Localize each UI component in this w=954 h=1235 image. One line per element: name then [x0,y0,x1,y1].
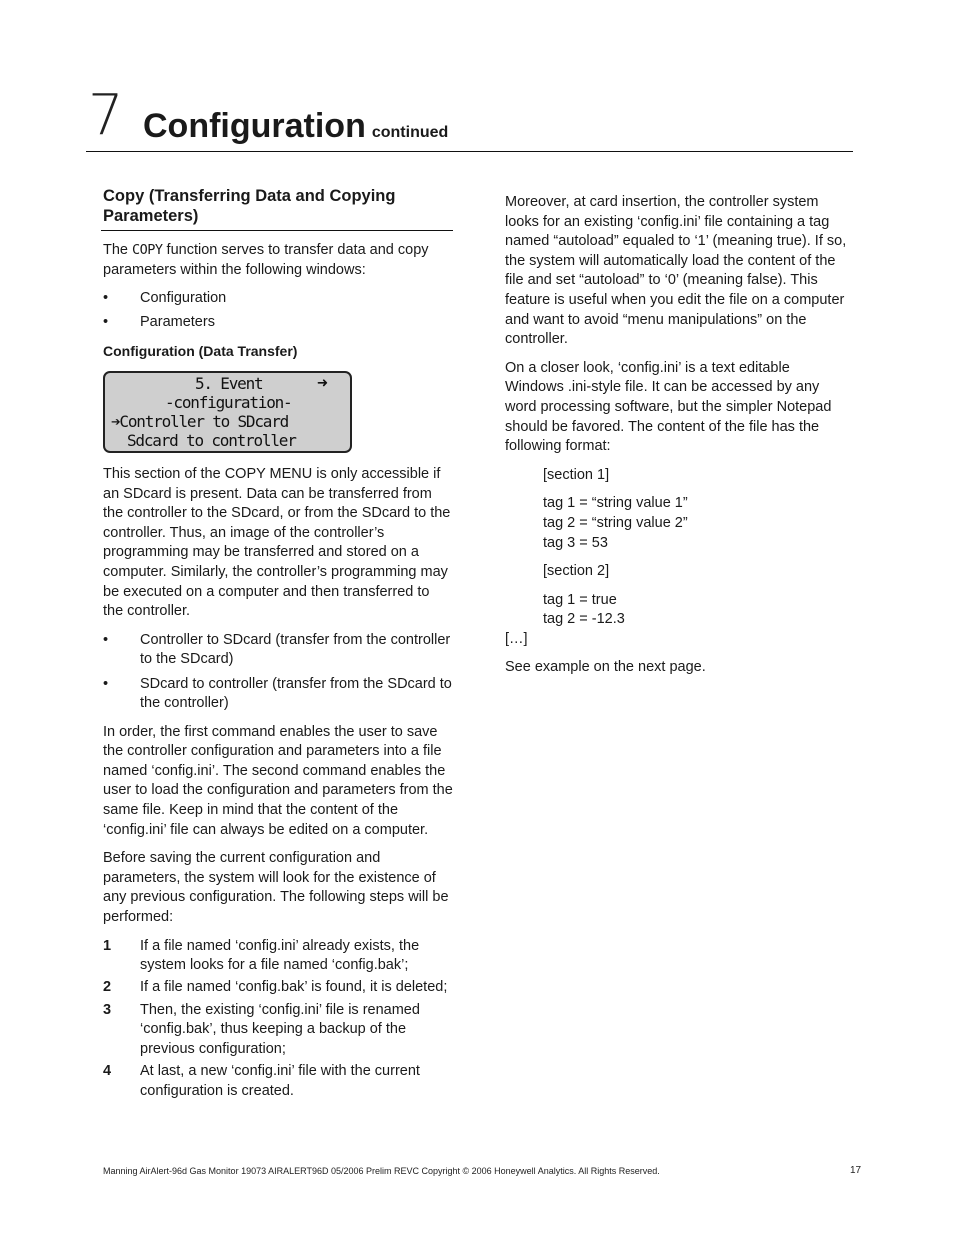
intro-paragraph [103,241,453,280]
list-item-text: Controller to SDcard (transfer from the controller to the SDcard) [140,631,451,668]
chapter-number: 7 [88,83,124,148]
ini-example [543,466,850,630]
chapter-title-text: Configuration [143,107,366,145]
body-paragraph: On a closer look, ‘config.ini’ is a text editable Windows .ini-style file. It can be accessed by any word processing software, but the simpler Notepad should be favored. The content of the file has the following format: [505,359,832,455]
right-column [505,193,850,687]
transfer-list [103,631,453,714]
step-item [103,978,453,998]
step-text: If a file named ‘config.ini’ already exists, the system looks for a file named ‘config.bak’; [140,937,420,974]
section-heading: Copy (Transferring Data and Copying Parameters) [101,186,453,231]
steps-list [103,937,453,1102]
header-rule [86,151,853,152]
page-number: 17 [850,1165,862,1176]
left-column [103,186,453,1104]
body-paragraph: Before saving the current configuration and parameters, the system will look for the existence of any previous configuration. The following steps will be performed: [103,850,449,926]
bullet-icon: • [103,314,109,331]
list-item [103,289,453,309]
window-list [103,289,453,333]
list-item [103,631,453,670]
list-item-text: Parameters [140,314,215,331]
lcd-line-3: ➔Controller to SDcard [111,411,289,431]
intro-pre: The [103,242,133,258]
step-number: 2 [103,979,112,996]
body-paragraph: This section of the COPY MENU is only accessible if an SDcard is present. Data can be transferred from the controller to the SDcard, or from the SDcard to the controller. Thus, an image of the controller’s programming may be transferred and stored on a computer. Similarly, the controller’s programming may be executed on a computer and then transferred to the controller. [103,465,451,620]
body-paragraph: In order, the first command enables the user to save the controller configuration and parameters into a file named ‘config.ini’. The second command enables the user to load the configuration and parameters from the same file. Keep in mind that the content of the ‘config.ini’ file can always be edited on a computer. [103,723,453,838]
bullet-icon: • [103,290,109,307]
ini-block-2 [543,591,850,630]
lcd-line-1: 5. Event [195,373,263,393]
step-text: If a file named ‘config.bak’ is found, it is deleted; [140,979,448,996]
closing-paragraph: See example on the next page. [505,659,706,676]
copy-keyword: COPY [132,242,163,258]
bullet-icon: • [103,675,109,692]
lcd-line-2: -configuration- [165,392,292,412]
ini-section-2: [section 2] [543,563,610,580]
body-paragraph: Moreover, at card insertion, the controller system looks for an existing ‘config.ini’ file containing a tag named “autoload” equaled to ‘1’ (meaning true). If so, the system will automatically load the content of the file and set “autoload” to ‘0’ (meaning false). This feature is useful when you edit the file on a computer and want to avoid “menu manipulations” on the controller. [505,194,847,348]
step-number: 4 [103,1062,112,1079]
intro-post: function serves to transfer data and copy parameters within the following windows: [103,242,429,278]
lcd-display [103,371,352,453]
ini-block-1 [543,494,850,553]
ini-tag: tag 2 = “string value 2” [543,514,688,531]
ini-section-1: [section 1] [543,466,610,483]
ini-ellipsis: […] [505,630,528,647]
ini-tag: tag 1 = true [543,591,617,608]
step-item [103,937,453,976]
step-text: Then, the existing ‘config.ini’ file is renamed ‘config.bak’, thus keeping a backup of the previous configuration; [140,1001,420,1057]
ini-tag: tag 3 = 53 [543,534,608,551]
step-number: 3 [103,1001,112,1018]
list-item [103,675,453,714]
ini-tag: tag 1 = “string value 1” [543,495,688,512]
step-item [103,1062,453,1101]
right-arrow-icon: ➜ [317,372,328,394]
subheading: Configuration (Data Transfer) [103,342,298,359]
list-item [103,313,453,333]
list-item-text: Configuration [140,290,227,307]
ini-tag: tag 2 = -12.3 [543,611,625,628]
step-text: At last, a new ‘config.ini’ file with the current configuration is created. [140,1062,420,1099]
list-item-text: SDcard to controller (transfer from the SDcard to the controller) [140,675,452,712]
footer-text: Manning AirAlert-96d Gas Monitor 19073 AIRALERT96D 05/2006 Prelim REVC Copyright © 2006 Honeywell Analytics. All Rights Reserved. [103,1166,660,1176]
bullet-icon: • [103,631,109,648]
continued-label: continued [371,124,449,141]
chapter-title [143,104,448,155]
step-item [103,1001,453,1060]
lcd-line-4: Sdcard to controller [127,430,296,450]
step-number: 1 [103,937,112,954]
